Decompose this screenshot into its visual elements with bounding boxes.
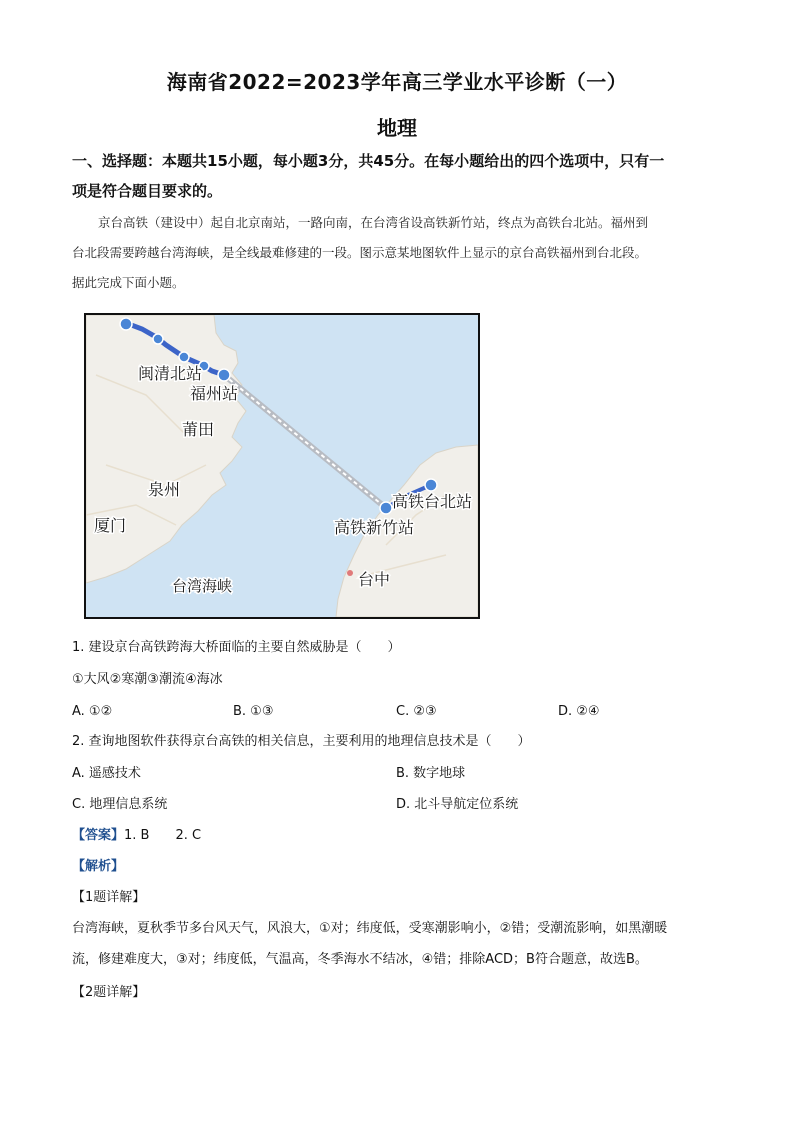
q2-option-c: C. 地理信息系统 — [72, 797, 168, 812]
city-dot-taichung — [347, 570, 353, 576]
answer-text: 1. B 2. C — [124, 828, 202, 843]
intro-line-1: 京台高铁（建设中）起自北京南站，一路向南，在台湾省设高铁新竹站，终点为高铁台北站。福州到 — [98, 215, 649, 230]
document-title: 海南省2022=2023学年高三学业水平诊断（一） — [166, 70, 628, 94]
q2-detail-heading: 【2题详解】 — [72, 985, 146, 1000]
answer-label: 【答案】 — [72, 828, 125, 843]
q1-detail-heading: 【1题详解】 — [72, 890, 146, 905]
railway-map — [84, 313, 480, 619]
label-taipei: 高铁台北站 — [392, 492, 473, 511]
section-heading-line-2: 项是符合题目要求的。 — [72, 182, 223, 200]
island — [108, 537, 120, 545]
analysis-label: 【解析】 — [72, 859, 125, 874]
q1-detail-line-1: 台湾海峡，夏秋季节多台风天气，风浪大，①对；纬度低，受寒潮影响小，②错；受潮流影响，如黑潮暖 — [72, 921, 668, 936]
station-marker — [153, 334, 163, 344]
label-strait: 台湾海峡 — [172, 577, 233, 595]
q1-option-a: A. ①② — [72, 704, 113, 719]
island — [229, 410, 239, 416]
label-putian: 莆田 — [182, 420, 215, 439]
q1-option-c: C. ②③ — [396, 704, 437, 719]
station-marker-hsinchu — [380, 502, 392, 514]
intro-line-2: 台北段需要跨越台湾海峡，是全线最难修建的一段。图示意某地图软件上显示的京台高铁福州到台北段。 — [72, 245, 648, 260]
q2-option-a: A. 遥感技术 — [72, 766, 141, 781]
section-heading-line-1: 一、选择题：本题共15小题，每小题3分，共45分。在每小题给出的四个选项中，只有一 — [72, 152, 665, 170]
railway-map-svg — [86, 315, 478, 617]
station-marker-taipei — [425, 479, 437, 491]
label-taichung: 台中 — [358, 570, 391, 589]
question-2-stem: 2. 查询地图软件获得京台高铁的相关信息，主要利用的地理信息技术是（ ） — [72, 734, 531, 749]
q1-detail-line-2: 流，修建难度大，③对；纬度低，气温高，冬季海水不结冰，④错；排除ACD；B符合题意，故选B。 — [72, 952, 648, 967]
intro-line-3: 据此完成下面小题。 — [72, 275, 185, 290]
question-1-stem: 1. 建设京台高铁跨海大桥面临的主要自然威胁是（ ） — [72, 640, 401, 655]
island — [224, 442, 232, 448]
analysis-line — [72, 856, 124, 878]
q1-option-d: D. ②④ — [558, 704, 600, 719]
station-marker — [179, 352, 189, 362]
label-xiamen: 厦门 — [94, 516, 127, 535]
label-quanzhou: 泉州 — [148, 480, 181, 499]
station-marker — [120, 318, 132, 330]
q1-option-b: B. ①③ — [233, 704, 274, 719]
station-marker-fuzhou — [218, 369, 230, 381]
label-hsinchu: 高铁新竹站 — [334, 518, 415, 537]
label-fuzhou: 福州站 — [190, 384, 239, 403]
question-1-items: ①大风②寒潮③潮流④海冰 — [72, 672, 223, 687]
q2-option-b: B. 数字地球 — [396, 766, 466, 781]
q2-option-d: D. 北斗导航定位系统 — [396, 797, 519, 812]
answer-line — [72, 825, 201, 847]
subject-title: 地理 — [377, 116, 417, 140]
label-minqing: 闽清北站 — [138, 364, 203, 383]
